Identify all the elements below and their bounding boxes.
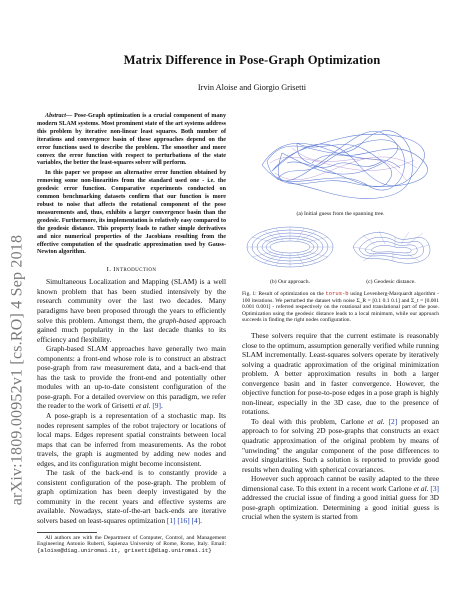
- intro-p2-text-a: Graph-based SLAM approaches have generally two main components: a front-end whose role is to construct an abstract pose-graph from raw measurement data, and a back-end that has the task to provide the front-end and potentially other modules with an up-to-date consistent configuration of the pose-graph. For a detailed overview on this paradigm, we refer the reader to the work of Grisetti: [37, 344, 226, 411]
- figure-1b-our-approach: [242, 223, 338, 285]
- intro-paragraph-4: [37, 468, 226, 525]
- figure-1c-geodesic: [343, 223, 439, 285]
- footnote-emails[interactable]: {aloise@diag.uniroma1.it, grisetti@diag.uniroma1.it}: [37, 546, 212, 554]
- citation-link[interactable]: [9]: [150, 401, 161, 411]
- right-column: [242, 113, 439, 522]
- torus-graph-image: [242, 223, 338, 273]
- caption-text-b: using Levenberg-Marquardt algorithm - 100 iterations. We perturbed the dataset with noise Σ_R = [0.1 0.1 0.1] and Σ_t = [0.001 0.001 0.001] - referred respectively on the rotational and translational part of the pose. Optimization using the geodesic distance leads to a local minimum, while our approach succeeds in finding the right nodes configuration.: [242, 291, 439, 324]
- paper-authors: Irvin Aloise and Giorgio Grisetti: [197, 83, 307, 92]
- abstract-text-1: Pose-Graph optimization is a crucial component of many modern SLAM systems. Most prominent state of the art systems address this problem by iterative non-linear least squares. Both number of iterations and convergence basin of these approaches depend on the error functions used to describe the problem. The smoother and more convex the error function with respect to perturbations of the state variables, the better the least-squares solver will perform.: [37, 113, 226, 167]
- figure-1-caption: [242, 291, 439, 324]
- right-p3-emph: et al.: [413, 483, 429, 493]
- abstract-lead: Abstract: [45, 113, 66, 119]
- right-p2-text-a: To deal with this problem, Carlone: [251, 416, 368, 426]
- footnote-rule: [37, 532, 97, 533]
- intro-p2-emph: et al.: [135, 401, 151, 411]
- subcaption-a: (a) Initial guess from the spanning tree.: [296, 211, 385, 217]
- figure-subrow: [242, 223, 439, 285]
- intro-p1-text-b: approach gained much popularity in the last decade thanks to its efficiency and flexibility.: [37, 315, 226, 344]
- section-heading-introduction: I. Introduction: [106, 266, 157, 274]
- paper-title: Matrix Difference in Pose-Graph Optimization: [123, 53, 381, 67]
- tangled-graph-image: [242, 113, 439, 210]
- right-column-body: [242, 331, 439, 522]
- intro-paragraph-3: A pose-graph is a representation of a stochastic map. Its nodes represent samples of the robot trajectory or locations of local maps. Edges represent spatial constraints between local maps that can be inferred from measurements. As the robot travels, the graph is augmented by adding new nodes and edges, and its configuration might become inconsistent.: [37, 410, 226, 468]
- intro-p2-text-b: .: [160, 401, 163, 411]
- caption-text-a: Fig. 1: Result of optimization on the: [242, 291, 326, 297]
- abstract-paragraph-1: Abstract— Pose-Graph optimization is a crucial component of many modern SLAM systems. Most prominent state of the art systems address this problem by iterative non-linear least squares. Both number of iterations and convergence basin of these approaches depend on the error functions used to describe the problem. The smoother and more convex the error function with respect to perturbations of the state variables, the better the least-squares solver will perform.: [37, 113, 226, 167]
- subcaption-b: (b) Our approach.: [270, 279, 310, 285]
- right-paragraph-2: [242, 417, 439, 474]
- right-p3-text-a: However such approach cannot be easily adapted to the three dimensional case. To this extent in a recent work Carlone: [242, 474, 439, 493]
- intro-paragraph-1: [37, 277, 226, 344]
- author-footnote: [37, 535, 226, 555]
- right-p2-text-b: proposed an approach to for solving 2D pose-graphs that constructs an exact quadratic approximation of the original problem by means of "unwinding" the angular component of the pose differences to avoid singularities. Such a solution is reported to provide good results when dealing with spherical covariances.: [242, 416, 440, 474]
- dataset-name: torus-b: [325, 290, 349, 297]
- arxiv-id-text: arXiv:1809.00952v1 [cs.RO] 4 Sep 2018: [8, 234, 25, 506]
- right-paragraph-1: These solvers require that the current estimate is reasonably close to the optimum, assumption generally verified while running SLAM incrementally. Least-squares solvers operate by iteratively solving a quadratic approximation of the original minimization problem. A better approximation results in both a larger convergence basin and in faster convergence. However, the objective function for pose-to-pose edges in a pose graph is highly non-linear, especially in the 3D case, due to the presence of rotations.: [242, 330, 439, 417]
- figure-1a-initial-guess: [242, 113, 439, 210]
- intro-p1-text-a: Simultaneous Localization and Mapping (SLAM) is a well known problem that has been studied intensively by the research community over the last two decades. Many paradigms have been proposed through the years to efficiently solve this problem. Amongst them, the: [37, 277, 226, 325]
- citation-link[interactable]: [1] [16] [4]: [165, 515, 201, 525]
- right-paragraph-3: [242, 474, 439, 522]
- intro-p4-text-a: The task of the back-end is to constantly provide a consistent configuration of the pose-graph. The problem of graph optimization has been deeply investigated by the community in the recent years and effective systems are available. Nowadays, state-of-the-art back-ends are iterative solvers based on least-squares optimization: [37, 468, 226, 525]
- intro-p4-text-b: .: [200, 515, 203, 525]
- intro-paragraph-2: [37, 344, 226, 411]
- right-p2-emph: et al.: [367, 416, 385, 426]
- citation-link[interactable]: [3]: [428, 483, 440, 493]
- left-column: [37, 113, 226, 554]
- abstract-text-2: In this paper we propose an alternative error function obtained by removing some non-linearities from the standard used one - i.e. the geodesic error function. Comparative experiments conducted on common benchmarking datasets confirm that our function is more robust to noise that affects the rotational component of the pose measurements and, thus, exhibits a larger convergence basin than the geodesic. Furthermore, its implementation is relatively easy compared to the geodesic distance. This property leads to rather simple derivatives and nice numerical properties of the Jacobians resulting from the effective computation of the quadratic approximation used by Gauss-Newton algorithm.: [37, 170, 226, 256]
- right-p3-text-b: addressed the crucial issue of finding a good initial guess for 3D pose-graph optimization. Determining a good initial guess is crucial when the system is started from: [242, 493, 439, 522]
- subcaption-c: (c) Geodesic distance.: [366, 279, 416, 285]
- abstract-paragraph-2: [37, 170, 226, 257]
- footnote-text: All authors are with the Department of Computer, Control, and Management Engineering Antonio Ruberti, Sapienza University of Rome, Rome, Italy. Email:: [37, 534, 226, 548]
- intro-p1-emph: graph-based: [158, 315, 197, 325]
- citation-link[interactable]: [2]: [384, 416, 398, 426]
- arxiv-identifier-stamp: [4, 150, 30, 590]
- geodesic-graph-image: [343, 223, 439, 273]
